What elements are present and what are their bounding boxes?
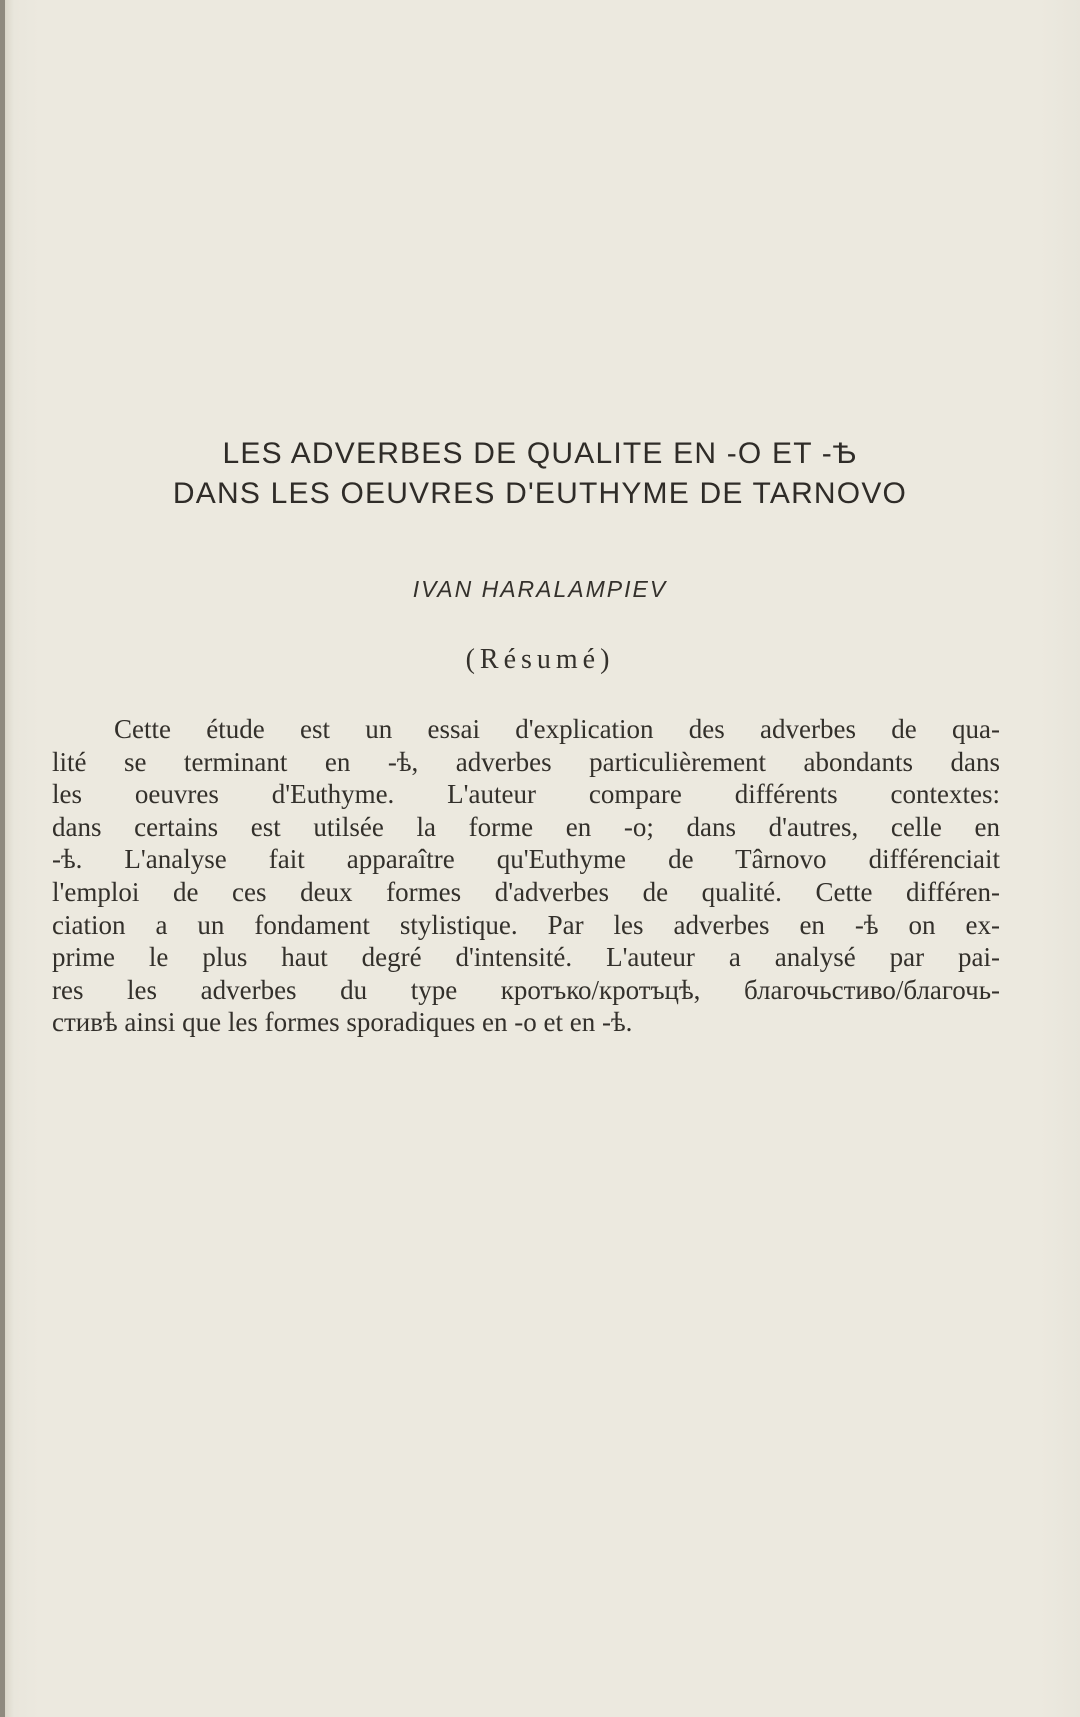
paragraph-line: lité se terminant en -ѣ, adverbes particulièrement abondants dans (52, 746, 1000, 777)
paragraph-line: dans certains est utilsée la forme en -o; dans d'autres, celle en (52, 811, 1000, 842)
paragraph-line: Cette étude est un essai d'explication des adverbes de qua- (114, 714, 1000, 744)
paragraph-line: стивѣ ainsi que les formes sporadiques en -o et en -ѣ. (52, 1007, 633, 1038)
paragraph-line: l'emploi de ces deux formes d'adverbes de qualité. Cette différen- (52, 876, 1000, 907)
paragraph-line: ciation a un fondament stylistique. Par les adverbes en -ѣ on ex- (52, 909, 1000, 940)
abstract-paragraph (52, 713, 1000, 1039)
paragraph-line: res les adverbes du type кротъко/кротъцѣ, благочьстиво/благочь- (52, 974, 1000, 1005)
paragraph-line: les oeuvres d'Euthyme. L'auteur compare différents contextes: (52, 779, 1000, 810)
book-spine-edge (0, 0, 5, 1717)
paragraph-line: prime le plus haut degré d'intensité. L'auteur a analysé par pai- (52, 942, 1000, 973)
paragraph-line: -ѣ. L'analyse fait apparaître qu'Euthyme de Târnovo différenciait (52, 844, 1000, 875)
title-line-1: LES ADVERBES DE QUALITE EN -O ET -Ѣ (222, 437, 858, 470)
title-line-2: DANS LES OEUVRES D'EUTHYME DE TARNOVO (172, 477, 908, 510)
author-name: IVAN HARALAMPIEV (412, 576, 668, 602)
section-label-resume: (Résumé) (465, 644, 615, 675)
article-title (0, 434, 1080, 514)
